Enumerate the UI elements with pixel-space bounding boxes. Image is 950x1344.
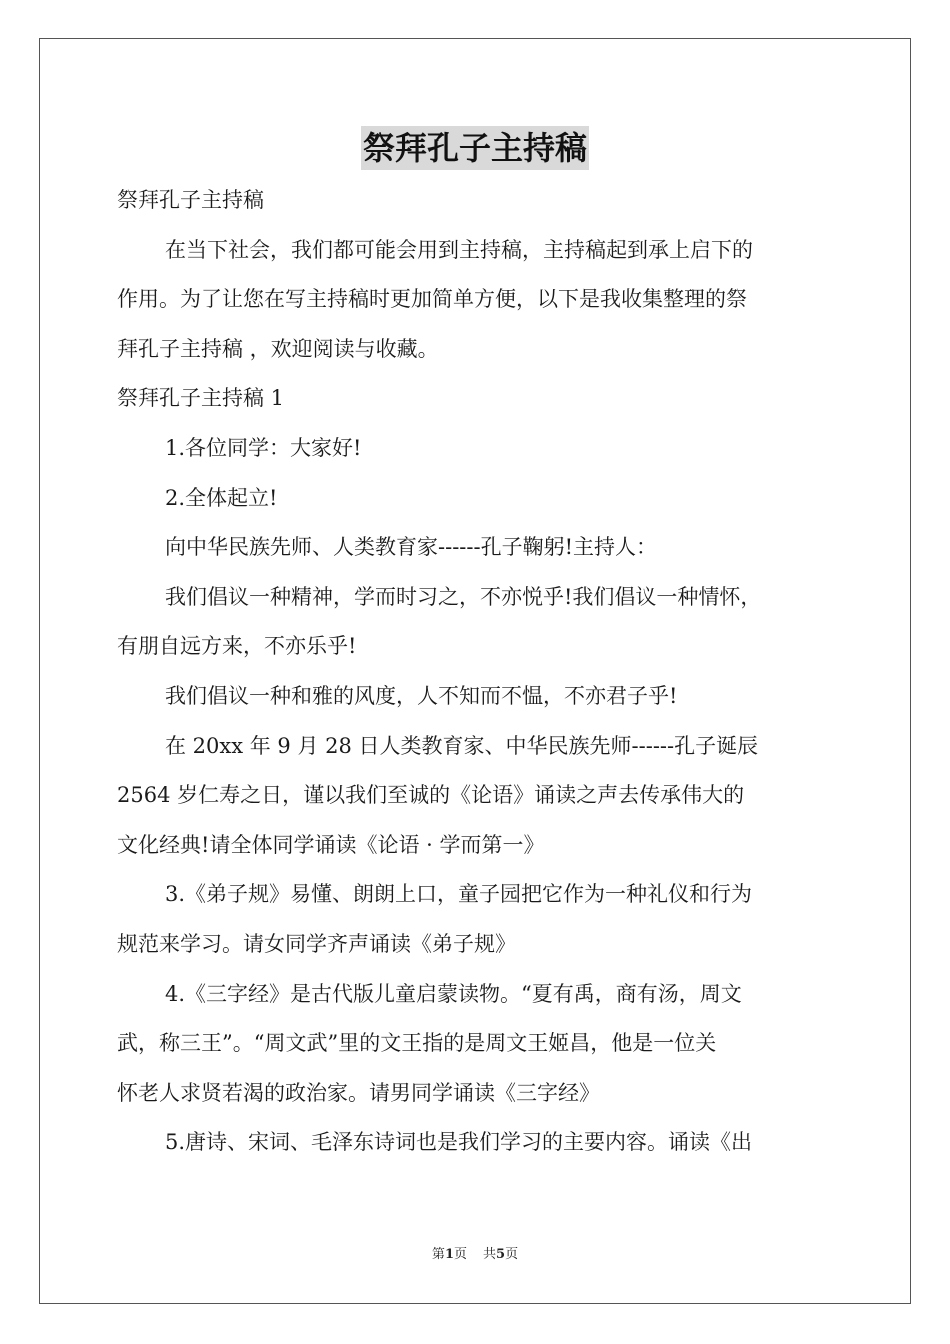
page-footer	[0, 1246, 950, 1264]
footer-page-unit: 页	[453, 1247, 467, 1262]
body-line: 规范来学习。请女同学齐声诵读《弟子规》	[117, 931, 516, 956]
body-line: 我们倡议一种和雅的风度，人不知而不愠，不亦君子乎!	[165, 683, 678, 708]
body-line: 我们倡议一种精神，学而时习之，不亦悦乎!我们倡议一种情怀，	[165, 584, 762, 609]
body-line: 怀老人求贤若渴的政治家。请男同学诵读《三字经》	[117, 1080, 600, 1105]
body-line: 2564 岁仁寿之日，谨以我们至诚的《论语》诵读之声去传承伟大的	[117, 783, 745, 808]
document-body	[117, 176, 835, 1168]
document-title: 祭拜孔子主持稿	[361, 126, 589, 170]
body-line: 文化经典!请全体同学诵读《论语 · 学而第一》	[117, 832, 545, 857]
body-line: 2.全体起立!	[165, 485, 278, 510]
body-line: 作用。为了让您在写主持稿时更加简单方便，以下是我收集整理的祭	[117, 287, 747, 312]
footer-total-prefix: 共	[483, 1247, 497, 1262]
body-line: 1.各位同学：大家好!	[165, 435, 362, 460]
body-line: 向中华民族先师、人类教育家------孔子鞠躬!主持人：	[165, 535, 658, 560]
body-line: 有朋自远方来，不亦乐乎!	[117, 634, 357, 659]
footer-total-unit: 页	[505, 1247, 519, 1262]
body-line: 在当下社会，我们都可能会用到主持稿，主持稿起到承上启下的	[165, 237, 753, 262]
footer-page-prefix: 第	[431, 1247, 445, 1262]
body-line: 祭拜孔子主持稿 1	[117, 386, 285, 411]
body-line: 3.《弟子规》易懂、朗朗上口，童子园把它作为一种礼仪和行为	[165, 882, 753, 907]
footer-total-pages: 5	[496, 1247, 506, 1262]
body-line: 5.唐诗、宋词、毛泽东诗词也是我们学习的主要内容。诵读《出	[165, 1130, 753, 1155]
footer-current-page: 1	[444, 1247, 454, 1262]
body-line: 拜孔子主持稿 ，欢迎阅读与收藏。	[117, 336, 439, 361]
title-container	[0, 126, 950, 170]
body-line: 在 20xx 年 9 月 28 日人类教育家、中华民族先师------孔子诞辰	[165, 733, 759, 758]
body-line: 武，称三王”。“周文武”里的文王指的是周文王姬昌，他是一位关	[117, 1031, 717, 1056]
body-line: 4.《三字经》是古代版儿童启蒙读物。“夏有禹，商有汤，周文	[165, 981, 742, 1006]
body-line: 祭拜孔子主持稿	[117, 188, 264, 212]
